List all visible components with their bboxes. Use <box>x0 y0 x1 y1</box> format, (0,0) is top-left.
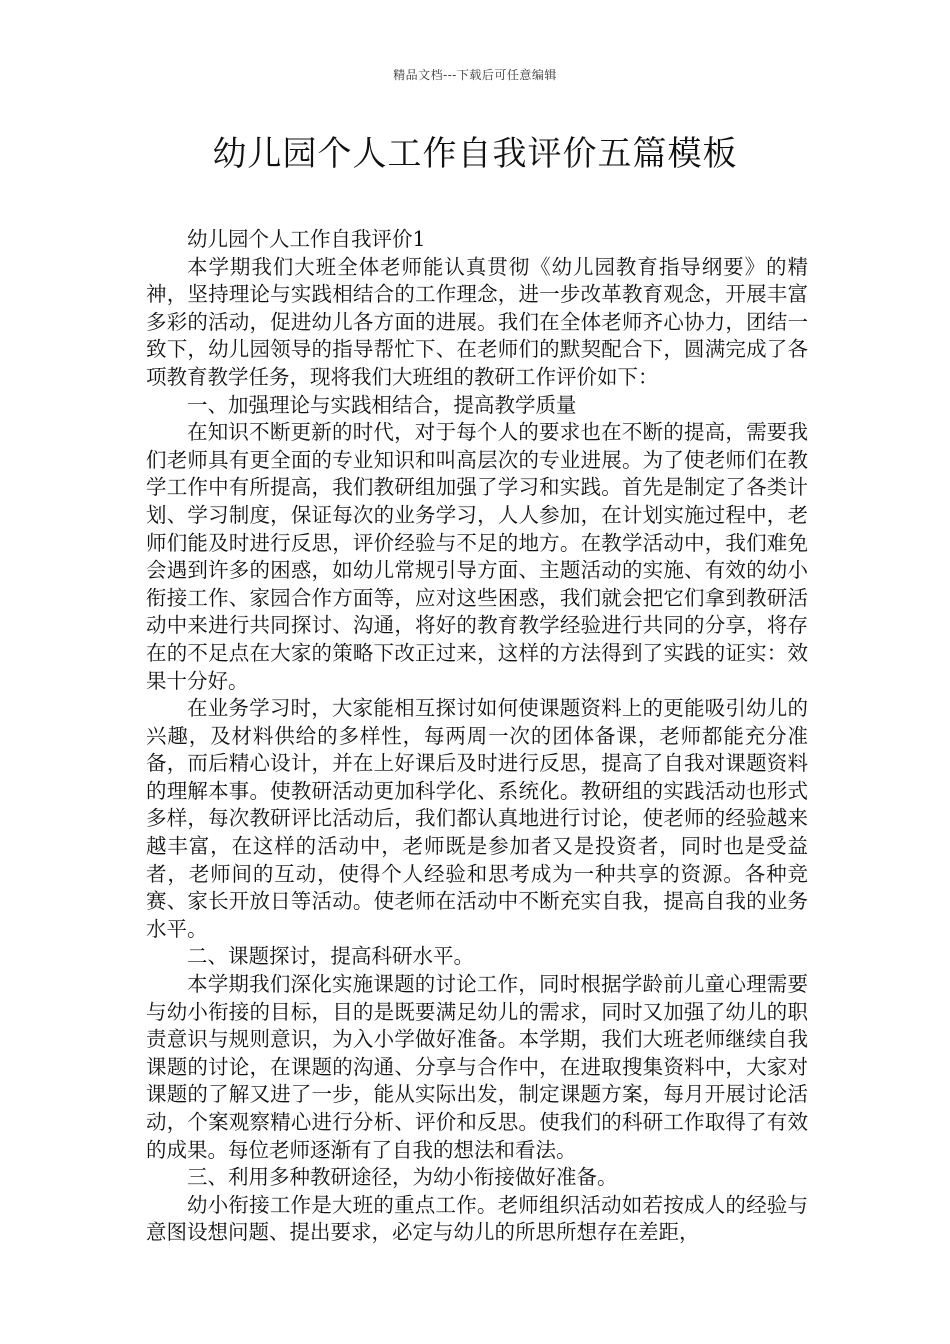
paragraph-transition: 幼小衔接工作是大班的重点工作。老师组织活动如若按成人的经验与意图设想问题、提出要求，必定与幼儿的所思所想存在差距， <box>146 1192 808 1245</box>
paragraph-knowledge-update: 在知识不断更新的时代，对于每个人的要求也在不断的提高，需要我们老师具有更全面的专业知识和叫高层次的专业进展。为了使老师们在教学工作中有所提高，我们教研组加强了学习和实践。首先是制定了各类计划、学习制度，保证每次的业务学习，人人参加，在计划实施过程中，老师们能及时进行反思，评价经验与不足的地方。在教学活动中，我们难免会遇到许多的困惑，如幼儿常规引导方面、主题活动的实施、有效的幼小衔接工作、家园合作方面等，应对这些困惑，我们就会把它们拿到教研活动中来进行共同探讨、沟通，将好的教育教学经验进行共同的分享，将存在的不足点在大家的策略下改正过来，这样的方法得到了实践的证实：效果十分好。 <box>146 420 808 693</box>
header-note: 精品文档---下载后可任意编辑 <box>393 68 557 82</box>
document-title: 幼儿园个人工作自我评价五篇模板 <box>212 134 738 174</box>
paragraph-business-study: 在业务学习时，大家能相互探讨如何使课题资料上的更能吸引幼儿的兴趣，及材料供给的多样性，每两周一次的团体备课，老师都能充分准备，而后精心设计，并在上好课后及时进行反思，提高了自我对课题资料的理解本事。使教研活动更加科学化、系统化。教研组的实践活动也形式多样，每次教研评比活动后，我们都认真地进行讨论，使老师的经验越来越丰富，在这样的活动中，老师既是参加者又是投资者，同时也是受益者，老师间的互动，使得个人经验和思考成为一种共享的资源。各种竞赛、家长开放日等活动。使老师在活动中不断充实自我，提高自我的业务水平。 <box>146 696 808 941</box>
subheading-theory-practice: 一、加强理论与实践相结合，提高教学质量 <box>187 392 577 417</box>
subheading-transition: 三、利用多种教研途径，为幼小衔接做好准备。 <box>187 1165 618 1190</box>
subheading-research: 二、课题探讨，提高科研水平。 <box>187 944 474 969</box>
section-heading-1: 幼儿园个人工作自我评价1 <box>187 227 426 251</box>
paragraph-intro: 本学期我们大班全体老师能认真贯彻《幼儿园教育指导纲要》的精神，坚持理论与实践相结合的工作理念，进一步改革教育观念，开展丰富多彩的活动，促进幼儿各方面的进展。我们在全体老师齐心协力，团结一致下，幼儿园领导的指导帮忙下、在老师们的默契配合下，圆满完成了各项教育教学任务，现将我们大班组的教研工作评价如下： <box>146 254 808 389</box>
document-body <box>146 226 808 1247</box>
paragraph-research: 本学期我们深化实施课题的讨论工作，同时根据学龄前儿童心理需要与幼小衔接的目标，目的是既要满足幼儿的需求，同时又加强了幼儿的职责意识与规则意识，为入小学做好准备。本学期，我们大班老师继续自我课题的讨论，在课题的沟通、分享与合作中，在进取搜集资料中，大家对课题的了解又进了一步，能从实际出发，制定课题方案，每月开展讨论活动，个案观察精心进行分析、评价和反思。使我们的科研工作取得了有效的成果。每位老师逐渐有了自我的想法和看法。 <box>146 972 808 1162</box>
